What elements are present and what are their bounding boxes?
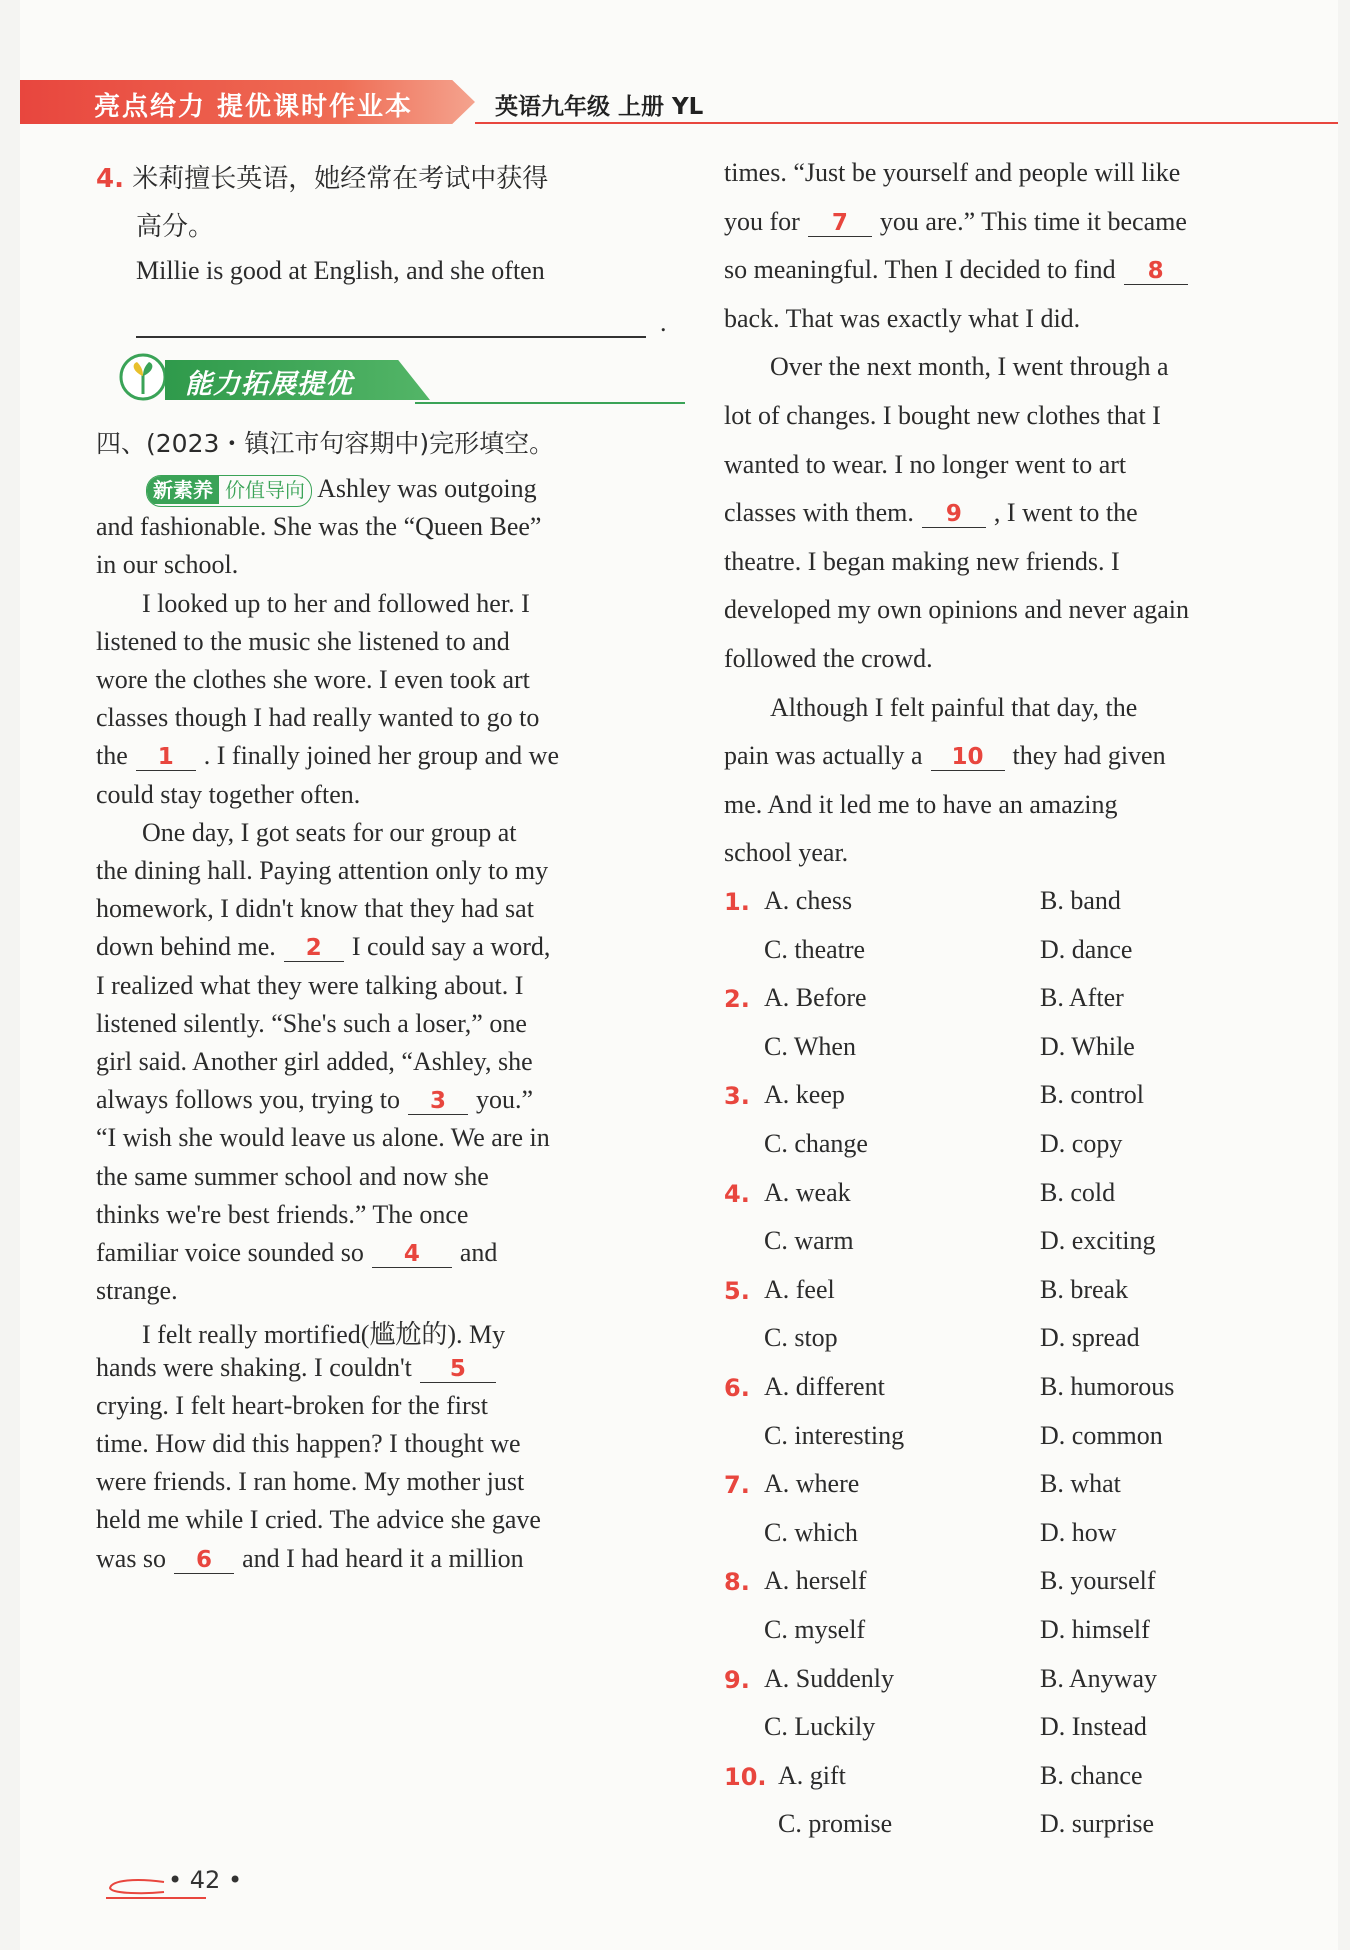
passage-line: down behind me. 2 I could say a word, [96, 932, 551, 962]
option-c[interactable]: C. promise [778, 1809, 893, 1839]
workbook-page [20, 0, 1338, 1950]
option-c[interactable]: C. When [764, 1031, 856, 1061]
option-d[interactable]: D. While [1040, 1031, 1135, 1061]
option-c[interactable]: C. myself [764, 1615, 866, 1644]
passage-line: followed the crowd. [724, 644, 933, 673]
option-b[interactable]: B. Anyway [1040, 1663, 1157, 1693]
passage-line: girl said. Another girl added, “Ashley, she [96, 1047, 533, 1076]
cloze-blank[interactable]: 8 [1124, 258, 1188, 285]
page-swoosh-icon [106, 1876, 166, 1896]
passage-line: listened to the music she listened to and [96, 626, 510, 656]
option-c[interactable]: C. which [764, 1517, 858, 1547]
option-a[interactable]: A. chess [764, 886, 853, 915]
option-a[interactable]: A. feel [764, 1274, 835, 1304]
cloze-blank[interactable]: 10 [931, 744, 1005, 771]
option-b[interactable]: B. cold [1040, 1177, 1116, 1207]
option-a[interactable]: A. weak [764, 1177, 851, 1207]
option-number: 7. [724, 1471, 750, 1500]
passage-line: listened silently. “She's such a loser,” one [96, 1008, 527, 1038]
q4-answer-line[interactable] [136, 336, 646, 338]
option-a[interactable]: A. different [764, 1372, 885, 1401]
passage-line: was so 6 and I had heard it a million [96, 1543, 524, 1573]
option-number: 8. [724, 1568, 750, 1597]
passage-line: theatre. I began making new friends. I [724, 546, 1120, 576]
page-number-rule [106, 1897, 206, 1899]
header-title: 亮点给力 提优课时作业本 [94, 92, 414, 122]
option-d[interactable]: D. copy [1040, 1129, 1123, 1158]
option-d[interactable]: D. himself [1040, 1615, 1150, 1644]
passage-line: Over the next month, I went through a [770, 352, 1169, 382]
option-c[interactable]: C. warm [764, 1226, 854, 1256]
header-subtitle: 英语九年级 上册 YL [495, 94, 704, 120]
passage-line: I felt really mortified(尴尬的). My [142, 1320, 506, 1350]
cloze-blank[interactable]: 1 [136, 744, 196, 771]
passage-line: 新素养 价值导向 Ashley was outgoing [146, 474, 537, 507]
passage-line: time. How did this happen? I thought we [96, 1429, 521, 1458]
q4-line-1: 4. 米莉擅长英语，她经常在考试中获得 [96, 164, 549, 194]
passage-line: and fashionable. She was the “Queen Bee” [96, 512, 542, 542]
cloze-blank[interactable]: 4 [372, 1241, 452, 1268]
option-number: 9. [724, 1665, 750, 1694]
passage-line: thinks we're best friends.” The once [96, 1199, 469, 1229]
option-d[interactable]: D. Instead [1040, 1712, 1147, 1742]
passage-line: pain was actually a 10 they had given [724, 741, 1166, 771]
passage-line: crying. I felt heart-broken for the first [96, 1390, 489, 1420]
option-a[interactable]: A. keep [764, 1080, 845, 1110]
passage-line: I looked up to her and followed her. I [142, 588, 530, 618]
option-b[interactable]: B. chance [1040, 1760, 1143, 1790]
option-a[interactable]: A. Before [764, 983, 867, 1013]
q4-end: . [660, 308, 667, 337]
passage-line: times. “Just be yourself and people will like [724, 158, 1181, 187]
option-c[interactable]: C. stop [764, 1323, 838, 1353]
cloze-blank[interactable]: 6 [174, 1547, 234, 1574]
option-d[interactable]: D. surprise [1040, 1809, 1155, 1839]
section-divider [415, 402, 685, 404]
section-banner: 能力拓展提优 [115, 352, 430, 402]
passage-line: the same summer school and now she [96, 1161, 489, 1191]
passage-line: strange. [96, 1276, 178, 1306]
option-d[interactable]: D. exciting [1040, 1226, 1156, 1256]
q4-line-2: 高分。 [136, 212, 215, 242]
passage-line: I realized what they were talking about. I [96, 970, 524, 1000]
option-a[interactable]: A. herself [764, 1566, 867, 1596]
cloze-blank[interactable]: 5 [420, 1356, 496, 1383]
passage-line: me. And it led me to have an amazing [724, 789, 1118, 819]
option-number: 10. [724, 1762, 767, 1791]
cloze-blank[interactable]: 3 [408, 1088, 468, 1115]
option-b[interactable]: B. control [1040, 1080, 1144, 1110]
passage-line: homework, I didn't know that they had sat [96, 894, 534, 924]
q4-english: Millie is good at English, and she often [136, 256, 545, 285]
passage-line: you for 7 you are.” This time it became [724, 206, 1187, 236]
passage-line: so meaningful. Then I decided to find 8 [724, 255, 1196, 285]
passage-line: lot of changes. I bought new clothes that I [724, 401, 1161, 430]
option-number: 2. [724, 985, 750, 1014]
passage-line: the dining hall. Paying attention only to my [96, 856, 549, 885]
cloze-blank[interactable]: 2 [284, 935, 344, 962]
passage-line: back. That was exactly what I did. [724, 303, 1081, 333]
option-d[interactable]: D. spread [1040, 1323, 1140, 1353]
passage-line: the 1 . I finally joined her group and we [96, 741, 559, 771]
option-b[interactable]: B. After [1040, 983, 1124, 1013]
header-divider [475, 122, 1338, 124]
passage-line: One day, I got seats for our group at [142, 817, 517, 847]
passage-line: classes with them. 9 , I went to the [724, 498, 1138, 528]
passage-line: classes though I had really wanted to go to [96, 703, 540, 733]
option-number: 6. [724, 1374, 750, 1402]
option-number: 5. [724, 1276, 750, 1305]
option-d[interactable]: D. dance [1040, 934, 1133, 964]
passage-line: Although I felt painful that day, the [770, 692, 1138, 722]
option-number: 4. [724, 1179, 750, 1208]
passage-line: “I wish she would leave us alone. We are in [96, 1123, 550, 1153]
option-a[interactable]: A. where [764, 1469, 860, 1499]
passage-line: wore the clothes she wore. I even took art [96, 665, 530, 694]
passage-line: school year. [724, 838, 849, 868]
option-b[interactable]: B. yourself [1040, 1566, 1156, 1596]
page-number: • 42 • [168, 1866, 243, 1894]
option-a[interactable]: A. gift [778, 1760, 846, 1790]
option-c[interactable]: C. theatre [764, 934, 866, 964]
option-d[interactable]: D. common [1040, 1420, 1163, 1450]
literacy-badge: 新素养 价值导向 [146, 475, 312, 507]
passage-line: familiar voice sounded so 4 and [96, 1238, 498, 1267]
passage-line: hands were shaking. I couldn't 5 [96, 1353, 504, 1383]
option-b[interactable]: B. band [1040, 886, 1121, 915]
passage-line: could stay together often. [96, 779, 361, 809]
option-number: 1. [724, 888, 750, 916]
option-a[interactable]: A. Suddenly [764, 1663, 894, 1693]
cloze-blank[interactable]: 9 [922, 501, 986, 528]
option-c[interactable]: C. Luckily [764, 1712, 876, 1742]
passage-line: in our school. [96, 550, 239, 580]
passage-line: developed my own opinions and never again [724, 595, 1189, 625]
passage-line: wanted to wear. I no longer went to art [724, 449, 1127, 479]
cloze-blank[interactable]: 7 [808, 210, 872, 237]
option-d[interactable]: D. how [1040, 1517, 1117, 1547]
passage-line: always follows you, trying to 3 you.” [96, 1085, 534, 1115]
option-c[interactable]: C. interesting [764, 1420, 905, 1450]
sprout-icon [115, 352, 171, 402]
option-c[interactable]: C. change [764, 1129, 868, 1158]
section-heading: 四、(2023・镇江市句容期中)完形填空。 [96, 429, 555, 458]
option-b[interactable]: B. what [1040, 1469, 1121, 1499]
option-b[interactable]: B. break [1040, 1274, 1129, 1304]
passage-line: held me while I cried. The advice she gave [96, 1505, 541, 1535]
passage-line: were friends. I ran home. My mother just [96, 1467, 525, 1497]
option-number: 3. [724, 1082, 750, 1111]
option-b[interactable]: B. humorous [1040, 1372, 1175, 1401]
